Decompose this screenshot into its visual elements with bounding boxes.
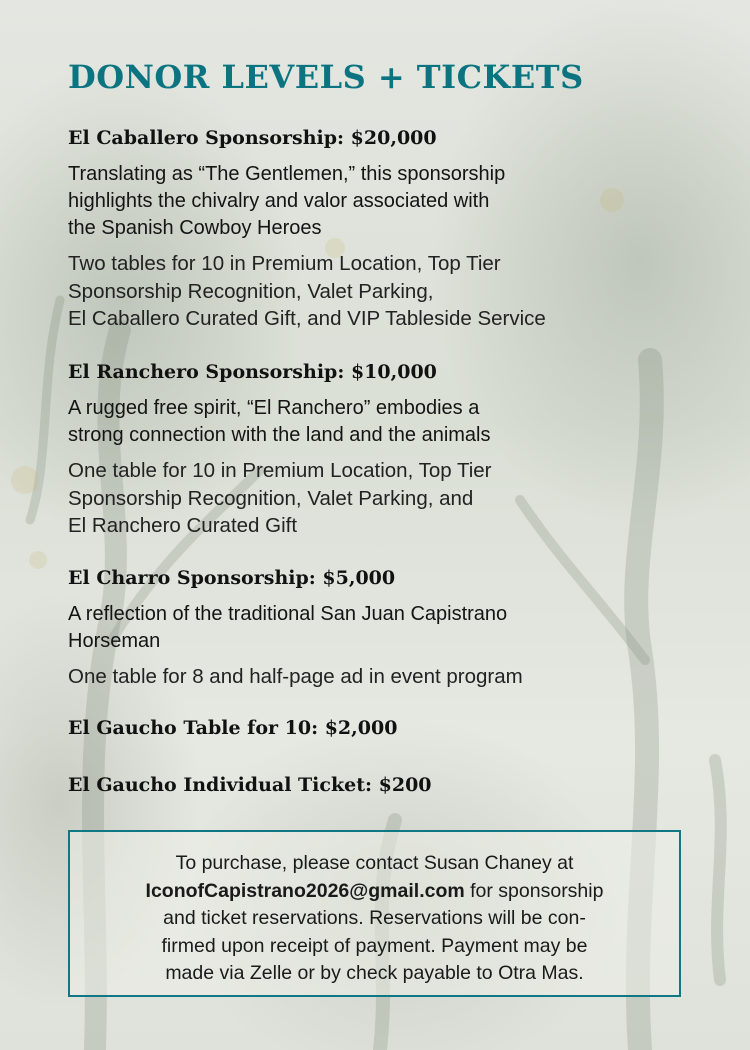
benefit-line: One table for 10 in Premium Location, Top Tier	[68, 459, 492, 482]
benefit-line: Sponsorship Recognition, Valet Parking, and	[68, 486, 474, 510]
level-benefits	[68, 663, 688, 691]
benefit-line: Two tables for 10 in Premium Location, Top Tier	[68, 252, 501, 275]
tagline-line: highlights the chivalry and valor associated with	[68, 190, 490, 212]
contact-line	[82, 878, 667, 906]
donor-level-caballero	[68, 127, 688, 333]
level-title: El Caballero Sponsorship: $20,000	[68, 127, 437, 149]
level-title: El Gaucho Individual Ticket: $200	[68, 774, 432, 796]
benefit-line: Sponsorship Recognition, Valet Parking,	[68, 279, 434, 303]
contact-email-link[interactable]: IconofCapistrano2026@gmail.com	[145, 879, 465, 902]
contact-box	[68, 830, 681, 997]
benefit-line: El Caballero Curated Gift, and VIP Tableside Service	[68, 307, 546, 330]
level-benefits	[68, 250, 688, 333]
donor-level-charro	[68, 567, 688, 691]
level-title: El Charro Sponsorship: $5,000	[68, 567, 396, 589]
level-title: El Gaucho Table for 10: $2,000	[68, 717, 398, 739]
page-title: DONOR LEVELS + TICKETS	[68, 58, 584, 96]
level-tagline	[68, 395, 688, 449]
contact-line: firmed upon receipt of payment. Payment may be	[161, 934, 588, 957]
donor-level-gaucho-table	[68, 717, 688, 739]
level-benefits	[68, 457, 688, 540]
donor-level-ranchero	[68, 361, 688, 540]
level-tagline	[68, 601, 688, 655]
tagline-line: A reflection of the traditional San Juan Capistrano	[68, 603, 508, 625]
donor-level-gaucho-ticket	[68, 774, 688, 796]
tagline-line: Translating as “The Gentlemen,” this sponsorship	[68, 163, 506, 185]
contact-line: To purchase, please contact Susan Chaney at	[175, 852, 574, 874]
contact-line-rest: for sponsorship	[464, 879, 604, 902]
contact-line: made via Zelle or by check payable to Otra Mas.	[165, 962, 584, 984]
tagline-line: the Spanish Cowboy Heroes	[68, 217, 322, 239]
contact-line: and ticket reservations. Reservations will be con-	[163, 907, 586, 929]
level-tagline	[68, 161, 688, 242]
tagline-line: Horseman	[68, 630, 161, 652]
benefit-line: El Ranchero Curated Gift	[68, 514, 298, 537]
tagline-line: strong connection with the land and the animals	[68, 424, 491, 446]
level-title: El Ranchero Sponsorship: $10,000	[68, 361, 437, 383]
tagline-line: A rugged free spirit, “El Ranchero” embodies a	[68, 397, 480, 419]
benefit-line: One table for 8 and half-page ad in event program	[68, 665, 523, 688]
